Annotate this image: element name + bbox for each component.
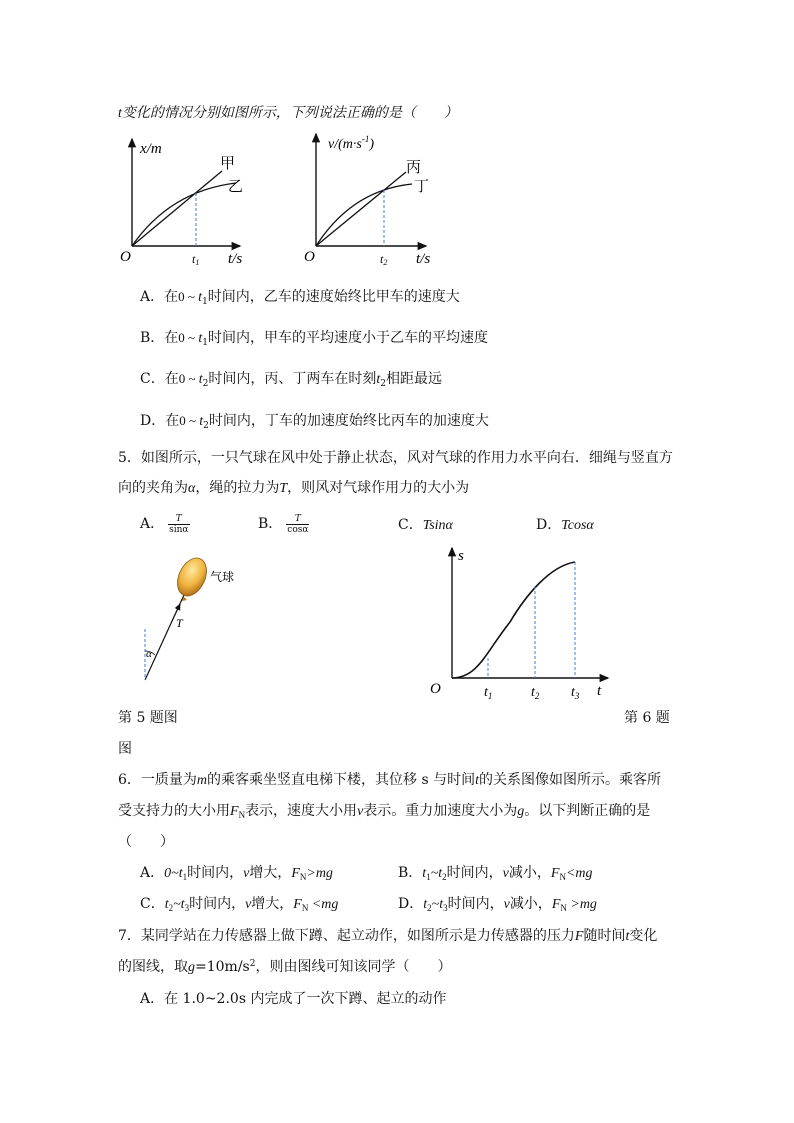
tick-t1: t1 bbox=[192, 252, 200, 267]
angle-label: α bbox=[146, 648, 152, 660]
curve-bing bbox=[316, 172, 406, 246]
x-label: t/s bbox=[416, 251, 431, 267]
x-label: t bbox=[597, 683, 602, 699]
tick-t3: $t_3$ bbox=[571, 685, 580, 700]
caption-fig6: 第 6 题 bbox=[624, 710, 670, 726]
q6-line1: 6．一质量为m的乘客乘坐竖直电梯下楼，其位移 s 与时间t的关系图像如图所示。乘客所 bbox=[118, 772, 662, 788]
label-bing: 丙 bbox=[406, 160, 422, 176]
caption-fig5-wrap: 图 bbox=[118, 741, 132, 757]
label-jia: 甲 bbox=[220, 156, 236, 172]
origin-label: O bbox=[430, 681, 441, 697]
q6-option-a: A．$0\sim t_1$时间内，v增大，$F_N>mg$ bbox=[140, 865, 333, 882]
q6-option-b: B．$t_1\sim t_2$时间内，v减小，$F_N<mg$ bbox=[398, 865, 593, 882]
q5-stem-line2: 向的夹角为α，绳的拉力为T，则风对气球作用力的大小为 bbox=[118, 480, 470, 496]
figure-v-t bbox=[300, 128, 460, 268]
q4-option-c: C．在0 ~ $t_2$时间内，丙、丁两车在时刻$t_2$相距最远 bbox=[140, 371, 443, 389]
caption-fig5: 第 5 题图 bbox=[118, 710, 178, 726]
figure-balloon bbox=[130, 555, 260, 690]
q7-line2: 的图线，取$g=10m/s^2$，则由图线可知该同学（ ） bbox=[118, 959, 452, 975]
q7-option-a: A．在 1.0~2.0s 内完成了一次下蹲、起立的动作 bbox=[140, 991, 447, 1007]
curve-yi bbox=[132, 183, 236, 246]
q6-line3: （ ） bbox=[118, 834, 174, 850]
q4-stem: t变化的情况分别如图所示，下列说法正确的是（ ） bbox=[118, 106, 458, 121]
label-yi: 乙 bbox=[228, 179, 244, 195]
origin-label: O bbox=[304, 249, 315, 265]
tick-t2: t2 bbox=[380, 252, 388, 267]
curve-ding bbox=[316, 184, 412, 246]
q4-option-a: A．在0 ~ $t_1$时间内，乙车的速度始终比甲车的速度大 bbox=[140, 289, 460, 307]
figure-s-t bbox=[420, 540, 620, 700]
y-label: s bbox=[458, 548, 464, 564]
y-label: $v/(m\cdot s^{-1})$ bbox=[328, 134, 374, 152]
q7-line1: 7．某同学站在力传感器上做下蹲、起立动作，如图所示是力传感器的压力F随时间t变化 bbox=[118, 928, 658, 944]
q5-option-c: C．Tsinα bbox=[398, 517, 453, 533]
balloon-icon bbox=[172, 555, 212, 601]
origin-label: O bbox=[120, 249, 131, 265]
q6-line2: 受支持力的大小用$F_N$表示，速度大小用v表示。重力加速度大小为g。以下判断正确的是 bbox=[118, 803, 651, 820]
x-label: t/s bbox=[228, 251, 243, 267]
q4-option-b: B．在0 ~ $t_1$时间内，甲车的平均速度小于乙车的平均速度 bbox=[140, 330, 488, 348]
q5-option-b: B． $\frac{T}{\cos\alpha}$ bbox=[258, 513, 309, 535]
curve-jia bbox=[132, 171, 222, 246]
figure-x-t bbox=[110, 133, 260, 268]
q6-option-d: D．$t_2\sim t_3$时间内，v减小，$F_N >mg$ bbox=[398, 896, 597, 913]
q5-stem-line1: 5．如图所示，一只气球在风中处于静止状态，风对气球的作用力水平向右．细绳与竖直方 bbox=[118, 450, 673, 466]
q6-option-c: C．$t_2\sim t_3$时间内，v增大，$F_N <mg$ bbox=[140, 896, 339, 913]
y-label: x/m bbox=[140, 141, 162, 157]
q4-stem-line bbox=[118, 102, 458, 122]
balloon-label: 气球 bbox=[210, 570, 235, 584]
s-curve bbox=[452, 562, 575, 678]
q4-option-d: D．在0 ~ $t_2$时间内，丁车的加速度始终比丙车的加速度大 bbox=[140, 413, 489, 431]
tick-t2: $t_2$ bbox=[531, 685, 540, 700]
tension-label: T bbox=[176, 616, 183, 630]
q5-option-a: A． $\frac{T}{\sin\alpha}$ bbox=[140, 513, 189, 535]
tick-t1: $t_1$ bbox=[484, 685, 493, 700]
label-ding: 丁 bbox=[414, 179, 430, 195]
q5-option-d: D．Tcosα bbox=[536, 517, 594, 533]
